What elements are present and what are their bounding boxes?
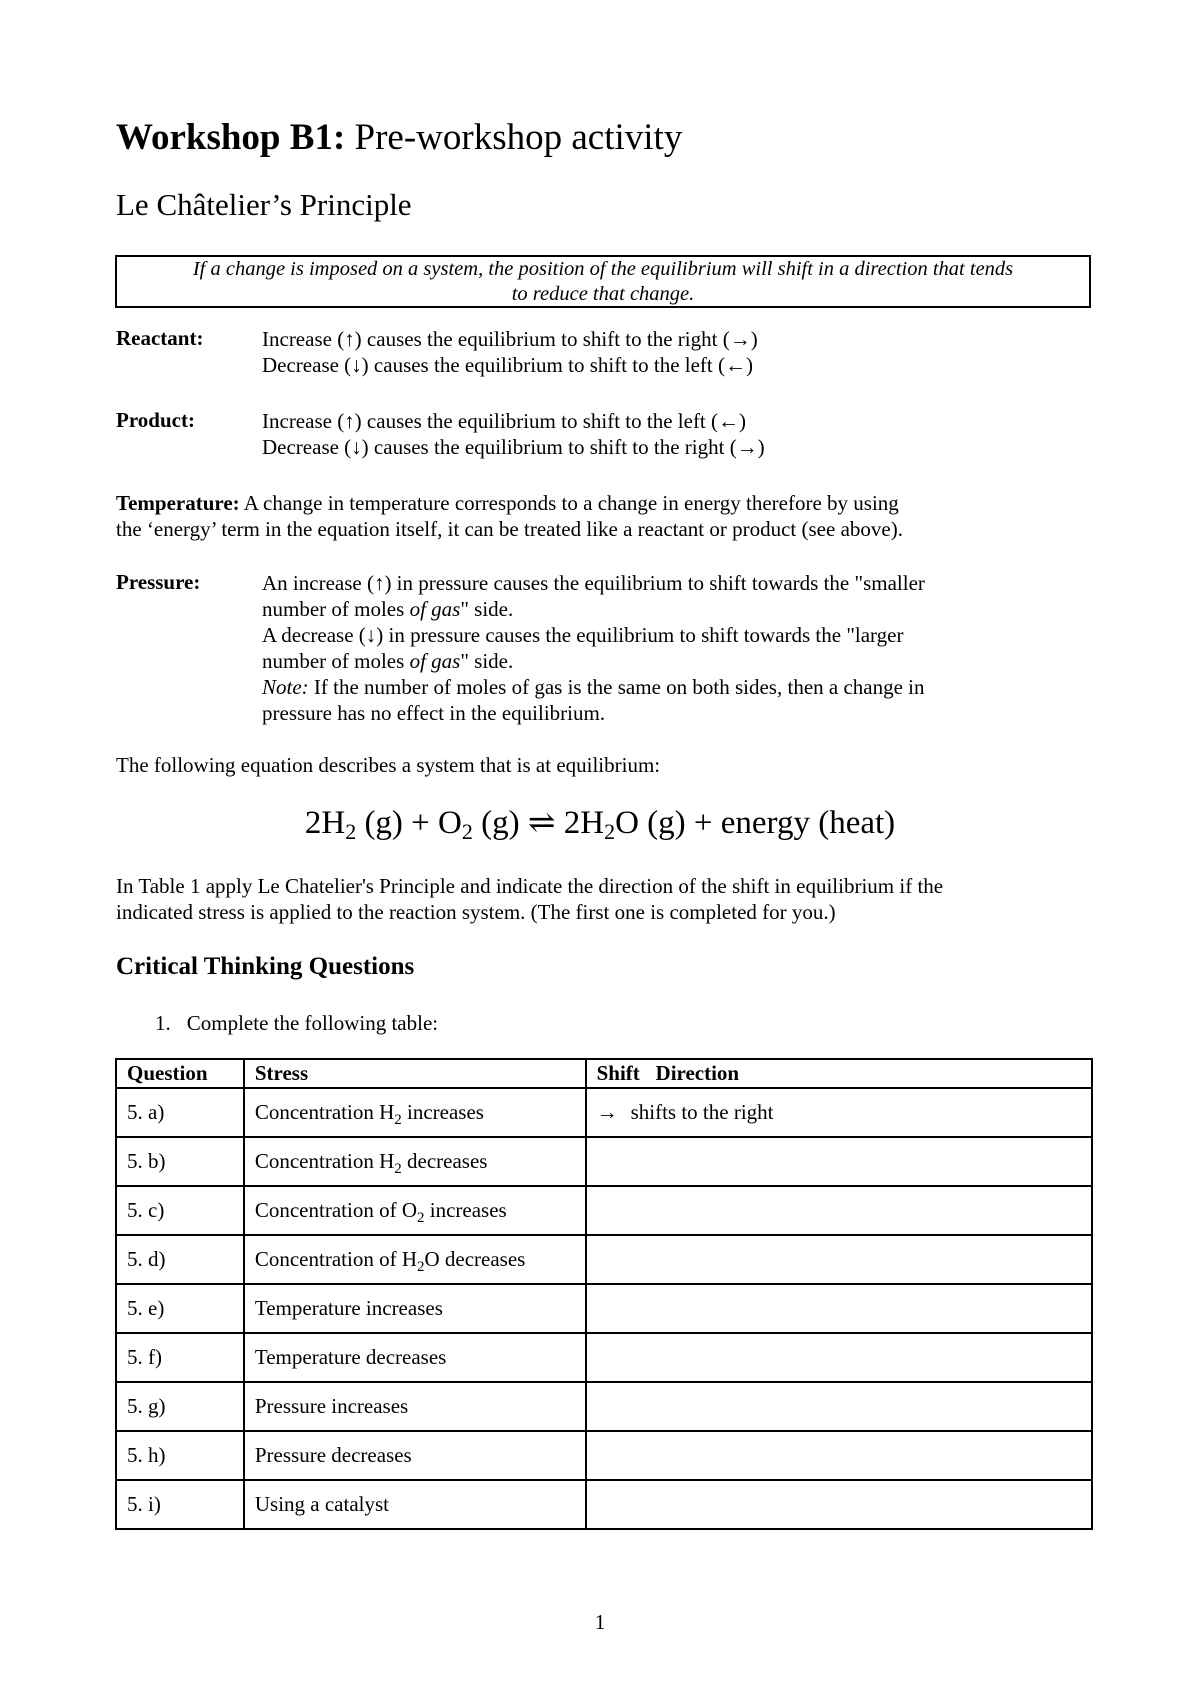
equilibrium-arrow-icon: ⇌ [527,805,556,841]
stress-cell: Concentration $H_2$ decreases [244,1137,586,1186]
stress-cell: Concentration of $H_2O$ decreases [244,1235,586,1284]
stress-shift-table [115,1058,1093,1530]
stress-cell: Temperature decreases [244,1333,586,1382]
table-row [116,1235,1092,1284]
pressure-text [262,570,925,726]
title-bold: Workshop B1: [116,117,346,158]
instructions [116,873,943,925]
instructions-line-1: In Table 1 apply Le Chatelier's Principle and indicate the direction of the shift in equilibrium if the [116,874,944,898]
shift-direction-cell[interactable] [586,1333,1092,1382]
table-row [116,1088,1092,1137]
instructions-line-2: indicated stress is applied to the reaction system. (The first one is completed for you.) [116,900,836,924]
temperature-line-2: the ‘energy’ term in the equation itself, it can be treated like a reactant or product (see above). [116,517,903,541]
page-title [116,116,682,159]
product-text [262,408,765,460]
shift-direction-cell[interactable] [586,1137,1092,1186]
product-line-2: Decrease (↓) causes the equilibrium to shift to the right (→) [262,435,765,459]
stress-cell: Using a catalyst [244,1480,586,1529]
table-row [116,1186,1092,1235]
title-rest: Pre-workshop activity [345,117,683,158]
pressure-line-1: An increase (↑) in pressure causes the equilibrium to shift towards the "smaller [262,571,925,595]
question-cell: 5. i) [116,1480,244,1529]
table-row [116,1284,1092,1333]
shift-direction-cell[interactable] [586,1480,1092,1529]
question-text: Complete the following table: [186,1011,439,1035]
temperature-label: Temperature: [116,491,240,515]
question-cell: 5. c) [116,1186,244,1235]
temperature-paragraph [116,490,903,542]
note-label: Note: [262,675,309,699]
principle-box [115,255,1091,308]
shift-direction-cell[interactable] [586,1431,1092,1480]
question-cell: 5. a) [116,1088,244,1137]
question-cell: 5. d) [116,1235,244,1284]
stress-cell: Temperature increases [244,1284,586,1333]
chemical-equation: $2H_2$ $(g) + O_2$ (g) ⇌ $2H_2O$ (g) + energy (heat) [304,805,896,844]
temperature-line-1: A change in temperature corresponds to a change in energy therefore by using [239,491,899,515]
pressure-line-3: A decrease (↓) in pressure causes the equilibrium to shift towards the "larger [262,623,904,647]
table-row [116,1333,1092,1382]
question-cell: 5. g) [116,1382,244,1431]
header-question: Question [116,1059,244,1088]
shift-text: shifts to the right [630,1100,774,1124]
table-row [116,1137,1092,1186]
shift-direction-cell[interactable] [586,1235,1092,1284]
shift-direction-cell[interactable] [586,1088,1092,1137]
table-header-row [116,1059,1092,1088]
reactant-line-1: Increase (↑) causes the equilibrium to shift to the right (→) [262,327,758,351]
reactant-text [262,326,758,378]
section-title: Critical Thinking Questions [116,953,415,980]
stress-cell: Concentration $H_2$ increases [244,1088,586,1137]
question-number: 1. [155,1011,171,1035]
question-cell: 5. h) [116,1431,244,1480]
pressure-line-4: number of moles of gas" side. [262,649,514,673]
shift-direction-cell[interactable] [586,1284,1092,1333]
equation-intro: The following equation describes a system that is at equilibrium: [116,753,661,777]
question-cell: 5. e) [116,1284,244,1333]
shift-direction-cell[interactable] [586,1186,1092,1235]
table-row [116,1431,1092,1480]
stress-cell: Concentration of $O_2$ increases [244,1186,586,1235]
header-shift-direction: Shift Direction [586,1059,1092,1088]
product-label: Product: [116,408,195,432]
shift-direction-cell[interactable] [586,1382,1092,1431]
page-subtitle: Le Châtelier’s Principle [116,187,412,222]
question-cell: 5. b) [116,1137,244,1186]
stress-cell: Pressure decreases [244,1431,586,1480]
arrow-right-icon: → [596,1100,618,1124]
pressure-line-2: number of moles of gas" side. [262,597,514,621]
question-1 [155,1010,438,1036]
table-row [116,1480,1092,1529]
pressure-label: Pressure: [116,570,201,594]
question-cell: 5. f) [116,1333,244,1382]
pressure-note-line-2: pressure has no effect in the equilibrium. [262,701,606,725]
header-stress: Stress [244,1059,586,1088]
product-line-1: Increase (↑) causes the equilibrium to shift to the left (←) [262,409,747,433]
principle-line-1: If a change is imposed on a system, the position of the equilibrium will shift in a direction that tends [192,258,1014,280]
page-number: 1 [594,1610,606,1634]
principle-line-2: to reduce that change. [511,283,695,305]
stress-cell: Pressure increases [244,1382,586,1431]
pressure-note-line-1: Note: If the number of moles of gas is the same on both sides, then a change in [262,675,925,699]
reactant-line-2: Decrease (↓) causes the equilibrium to shift to the left (←) [262,353,753,377]
table-row [116,1382,1092,1431]
reactant-label: Reactant: [116,326,204,350]
